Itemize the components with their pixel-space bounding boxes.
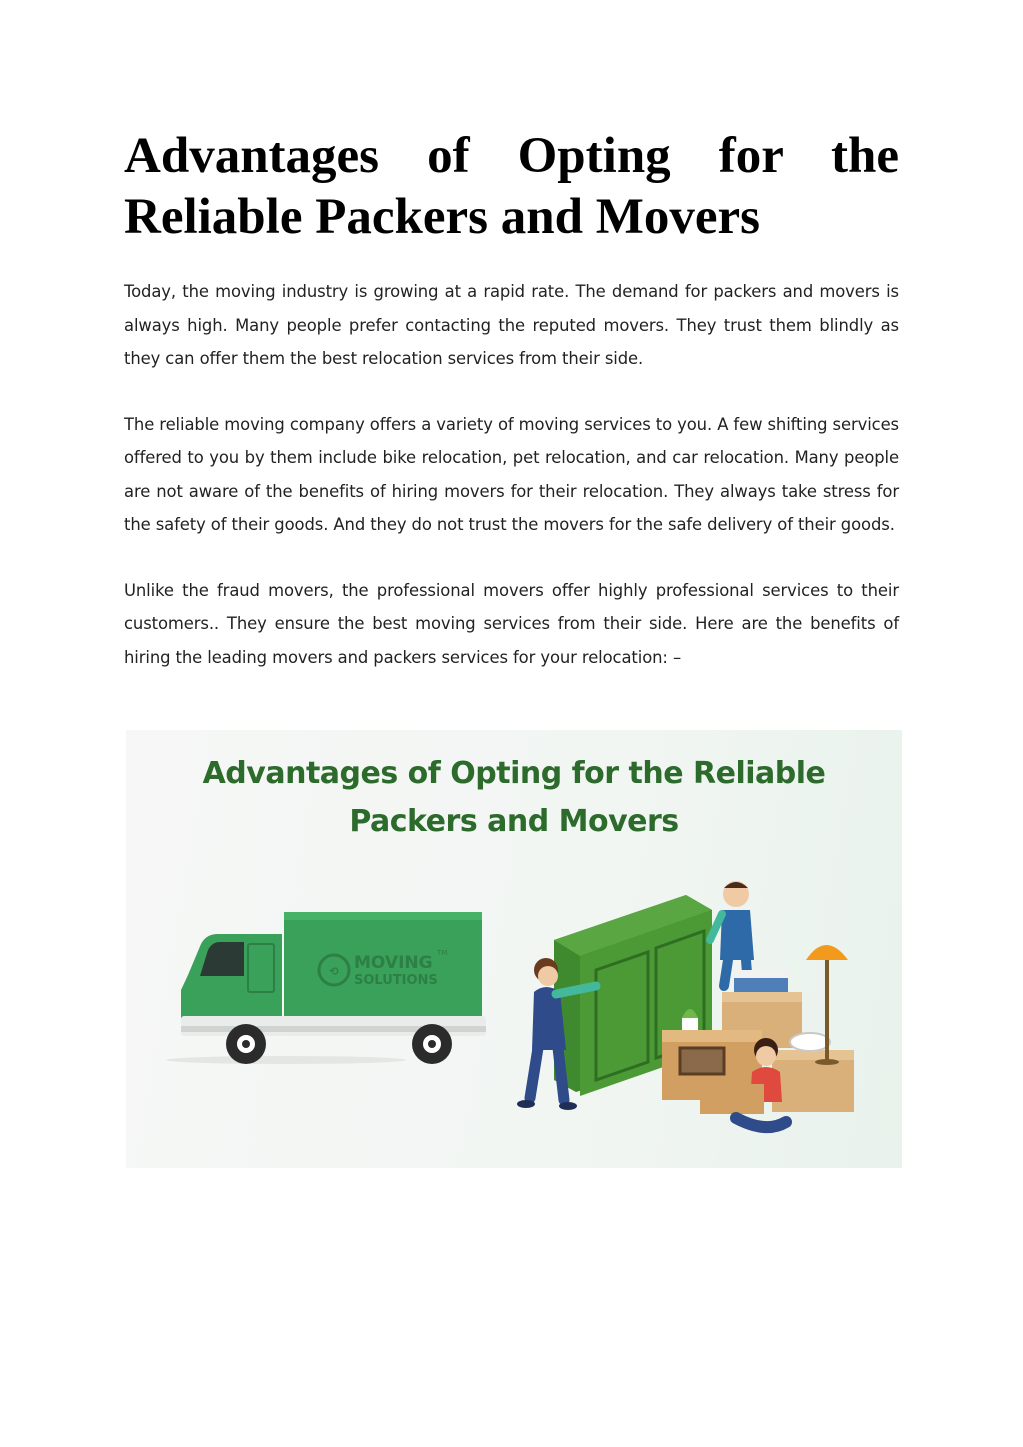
truck-logo-subtext: SOLUTIONS: [354, 973, 438, 988]
svg-text:⟲: ⟲: [329, 965, 339, 978]
hero-illustration: [126, 730, 902, 1168]
truck-logo-tm: TM: [437, 949, 448, 957]
hero-heading-line-1: Advantages of Opting for the Reliable: [202, 756, 826, 791]
truck-icon: [181, 912, 486, 1064]
article: [124, 126, 899, 674]
paragraph-3: Unlike the fraud movers, the professional movers offer highly professional services to their customers.. They ensure the best moving services from their side. Here are the benefits of hiring the leading movers and packers services for your relocation: –: [124, 580, 899, 667]
hero-heading-line-2: Packers and Movers: [349, 804, 679, 839]
article-title: [124, 126, 899, 248]
truck-logo-text: MOVING: [354, 953, 433, 973]
article-title-line-2: Reliable Packers and Movers: [124, 189, 760, 245]
paragraph-2: The reliable moving company offers a variety of moving services to you. A few shifting services offered to you by them include bike relocation, pet relocation, and car relocation. Many people are not aware of the benefits of hiring movers for their relocation. They always take stress for the safety of their goods. And they do not trust the movers for the safe delivery of their goods.: [124, 414, 899, 534]
road-shadow: [166, 1056, 406, 1064]
moving-scene-graphic: [126, 730, 902, 1168]
paragraph-1: Today, the moving industry is growing at a rapid rate. The demand for packers and movers is always high. Many people prefer contacting the reputed movers. They trust them blindly as they can offer them the best relocation services from their side.: [124, 282, 899, 368]
article-title-line-1: Advantages of Opting for the: [124, 128, 899, 184]
